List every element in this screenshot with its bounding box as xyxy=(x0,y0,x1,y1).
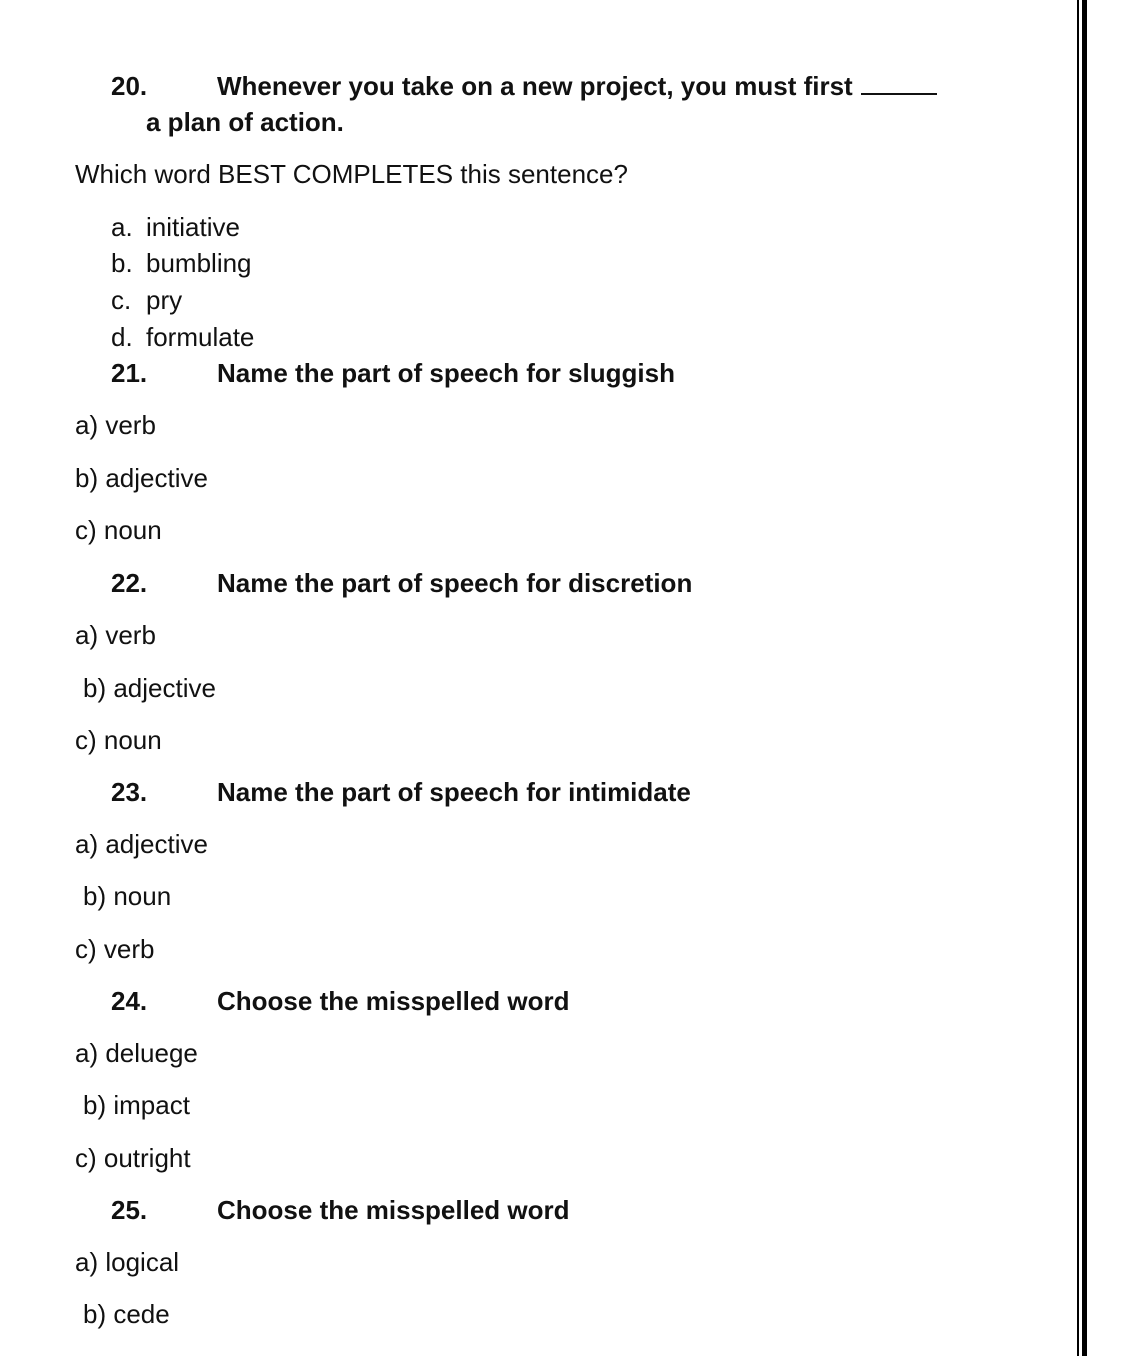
option: a) deluege xyxy=(75,1038,198,1068)
option: c) noun xyxy=(75,515,162,545)
option-text: pry xyxy=(146,285,183,315)
question-20-text-line2: a plan of action. xyxy=(146,107,344,137)
option: c) outright xyxy=(75,1143,191,1173)
question-24-text: Choose the misspelled word xyxy=(217,986,570,1016)
option: b) impact xyxy=(83,1090,190,1120)
option: a) adjective xyxy=(75,829,208,859)
option-text: bumbling xyxy=(146,248,252,278)
question-23-text: Name the part of speech for intimidate xyxy=(217,777,691,807)
option: a) verb xyxy=(75,410,156,440)
option-letter: c. xyxy=(111,285,132,315)
option: b) noun xyxy=(83,881,172,911)
question-20-prompt: Which word BEST COMPLETES this sentence? xyxy=(75,159,628,189)
option: b) cede xyxy=(83,1299,170,1329)
question-20-text-line1: Whenever you take on a new project, you must first xyxy=(217,71,853,101)
question-20-number: 20. xyxy=(111,71,148,101)
option-letter: a. xyxy=(111,212,133,242)
option: c) noun xyxy=(75,725,162,755)
option: a) verb xyxy=(75,620,156,650)
option-text: initiative xyxy=(146,212,240,242)
question-21-text: Name the part of speech for sluggish xyxy=(217,358,675,388)
question-25-number: 25. xyxy=(111,1195,148,1225)
question-22-text: Name the part of speech for discretion xyxy=(217,568,693,598)
page-border-thick xyxy=(1082,0,1087,1356)
option: a) logical xyxy=(75,1247,180,1277)
question-25-text: Choose the misspelled word xyxy=(217,1195,570,1225)
question-21-number: 21. xyxy=(111,358,148,388)
option-text: formulate xyxy=(146,322,255,352)
question-24-number: 24. xyxy=(111,986,148,1016)
option-letter: d. xyxy=(111,322,133,352)
option: b) adjective xyxy=(83,673,216,703)
question-23-number: 23. xyxy=(111,777,148,807)
question-20-text xyxy=(217,71,937,101)
question-22-number: 22. xyxy=(111,568,148,598)
option: c) verb xyxy=(75,934,155,964)
option: b) adjective xyxy=(75,463,208,493)
option-letter: b. xyxy=(111,248,133,278)
answer-blank xyxy=(861,71,937,95)
page-border-thin xyxy=(1077,0,1079,1356)
